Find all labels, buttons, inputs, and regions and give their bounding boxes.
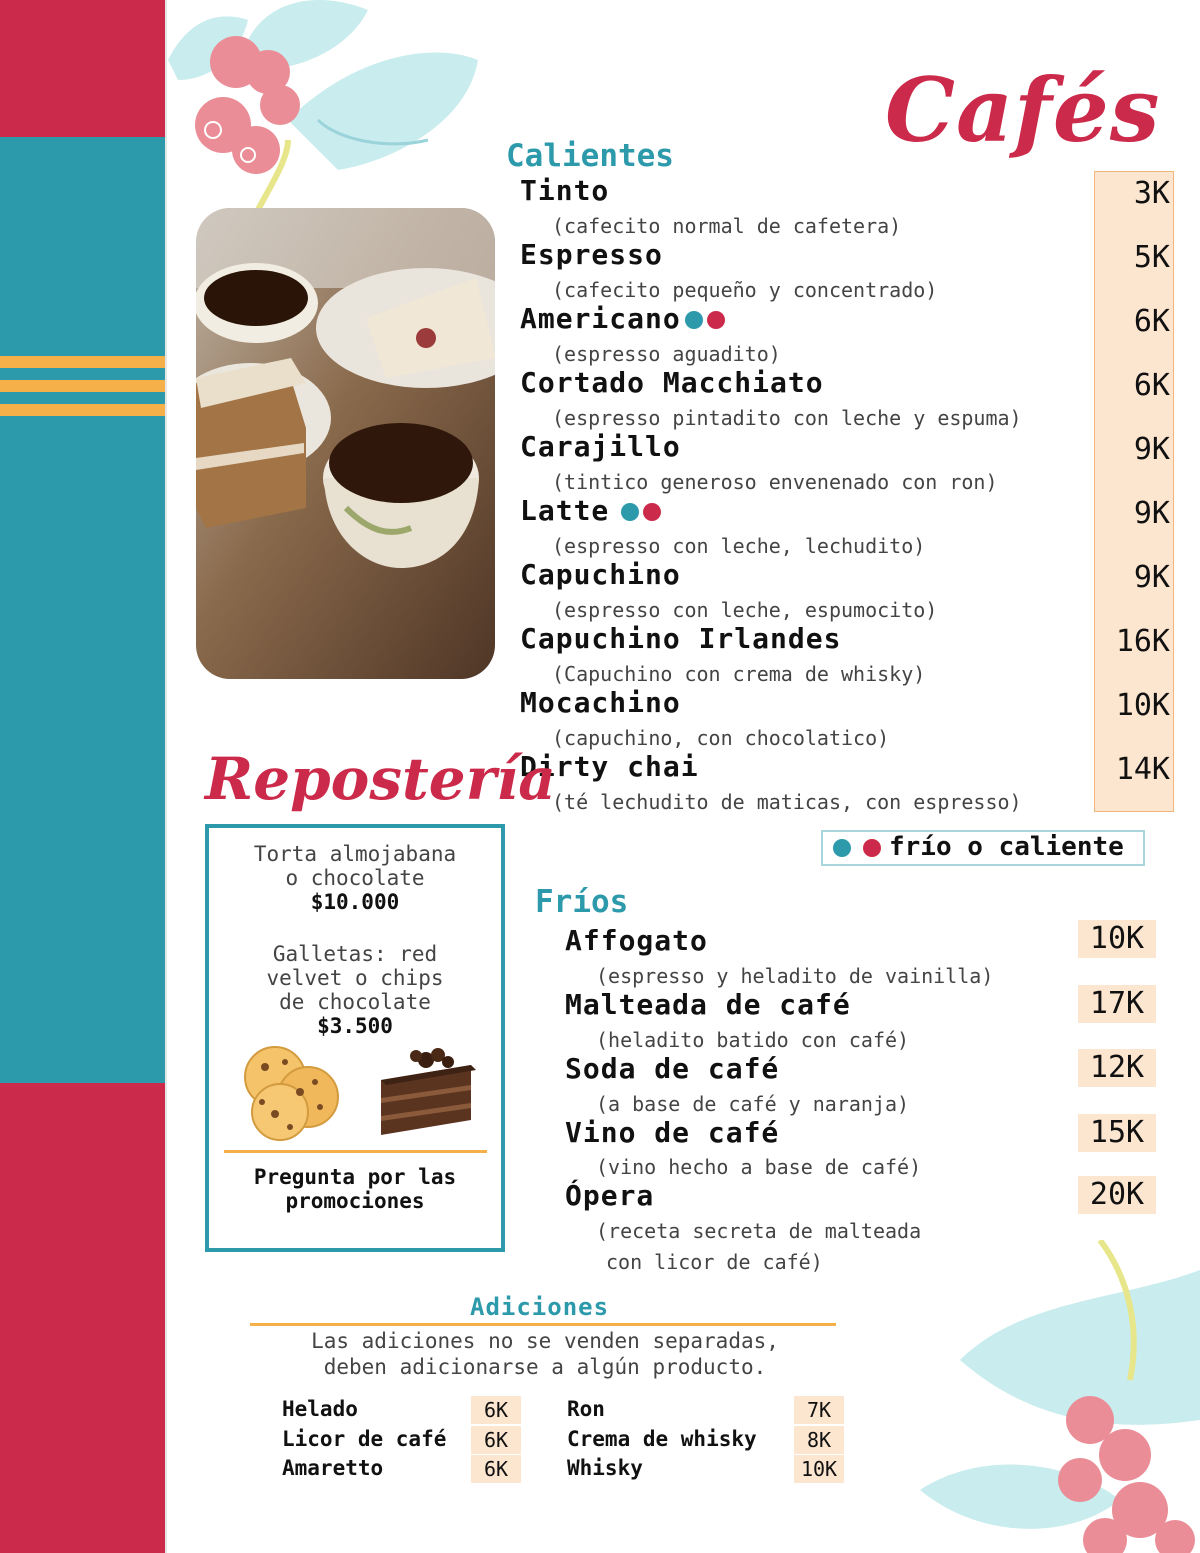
menu-item-desc: (té lechudito de maticas, con espresso): [552, 790, 1022, 814]
addition-price: 8K: [794, 1426, 844, 1454]
menu-item-desc: (espresso pintadito con leche y espuma): [552, 406, 1022, 430]
coffee-flower-decoration-bottom: [900, 1240, 1200, 1553]
menu-item-price: 16K: [1115, 624, 1170, 659]
menu-item-desc: (a base de café y naranja): [596, 1092, 910, 1116]
menu-item-price: 9K: [1133, 496, 1170, 531]
legend-label: frío o caliente: [889, 832, 1124, 862]
reposteria-line: velvet o chips: [266, 966, 444, 990]
reposteria-line: Galletas: red: [272, 942, 438, 966]
hot-cold-legend: [821, 830, 1145, 866]
page-title: Cafés: [885, 58, 1161, 162]
page-edge: [165, 0, 167, 1553]
section-title-reposteria: Repostería: [205, 745, 556, 813]
menu-item-name: Soda de café: [565, 1052, 780, 1085]
menu-item-name: Tinto: [520, 174, 610, 207]
menu-item-name: Espresso: [520, 238, 663, 271]
left-band-red-top: [0, 0, 165, 137]
coffee-flower-decoration-top: [168, 0, 488, 210]
cold-dot-icon: [833, 839, 851, 857]
menu-item-desc: con licor de café): [606, 1250, 823, 1274]
menu-item-price: 12K: [1078, 1049, 1156, 1087]
menu-item-name: Cortado Macchiato: [520, 366, 824, 399]
menu-item-price: 17K: [1078, 985, 1156, 1023]
reposteria-divider: [224, 1150, 487, 1153]
left-band-teal: [0, 137, 165, 1083]
addition-name: Helado: [282, 1397, 358, 1421]
cold-dot-icon: [685, 311, 703, 329]
addition-name: Amaretto: [282, 1456, 384, 1480]
promo-line: promociones: [285, 1189, 425, 1213]
menu-item-desc: (receta secreta de malteada: [596, 1219, 922, 1243]
cookies-icon: [240, 1042, 345, 1142]
menu-item-price: 10K: [1115, 688, 1170, 723]
menu-item-price: 6K: [1133, 304, 1170, 339]
addition-price: 7K: [794, 1396, 844, 1424]
menu-item-price: 5K: [1133, 240, 1170, 275]
menu-item-price: 15K: [1078, 1114, 1156, 1152]
hot-dot-icon: [707, 311, 725, 329]
menu-item-price: 6K: [1133, 368, 1170, 403]
menu-item-desc: (espresso con leche, espumocito): [552, 598, 938, 622]
reposteria-price: $10.000: [310, 890, 400, 914]
reposteria-line: de chocolate: [279, 990, 431, 1014]
addition-name: Licor de café: [282, 1427, 447, 1451]
menu-item-desc: (tintico generoso envenenado con ron): [552, 470, 998, 494]
reposteria-line: o chocolate: [285, 866, 425, 890]
menu-item-price: 10K: [1078, 920, 1156, 958]
reposteria-price: $3.500: [317, 1014, 393, 1038]
menu-item-price: 3K: [1133, 176, 1170, 211]
cold-dot-icon: [621, 503, 639, 521]
adiciones-divider: [250, 1323, 836, 1326]
left-stripe: [0, 380, 165, 392]
promo-line: Pregunta por las: [253, 1165, 457, 1189]
menu-item-desc: (heladito batido con café): [596, 1028, 910, 1052]
menu-item-name: Latte: [520, 494, 661, 527]
menu-item-price: 20K: [1078, 1176, 1156, 1214]
addition-price: 10K: [794, 1455, 844, 1483]
addition-name: Crema de whisky: [567, 1427, 757, 1451]
left-stripe: [0, 404, 165, 416]
addition-price: 6K: [471, 1396, 521, 1424]
menu-item-name: Mocachino: [520, 686, 681, 719]
menu-item-name: Vino de café: [565, 1116, 780, 1149]
addition-name: Whisky: [567, 1456, 643, 1480]
menu-item-desc: (espresso y heladito de vainilla): [596, 964, 994, 988]
section-title-frios: Fríos: [535, 884, 629, 920]
menu-item-name: Dirty chai: [520, 750, 699, 783]
menu-item-name: Capuchino: [520, 558, 681, 591]
menu-item-name: Americano: [520, 302, 725, 335]
menu-item-price: 9K: [1133, 560, 1170, 595]
reposteria-item-cookies: [209, 942, 501, 1038]
menu-item-name: Affogato: [565, 924, 708, 957]
addition-price: 6K: [471, 1455, 521, 1483]
menu-item-name: Malteada de café: [565, 988, 851, 1021]
hot-dot-icon: [643, 503, 661, 521]
section-title-calientes: Calientes: [506, 138, 674, 174]
menu-item-desc: (espresso con leche, lechudito): [552, 534, 926, 558]
hot-dot-icon: [863, 839, 881, 857]
reposteria-line: Torta almojabana: [253, 842, 457, 866]
menu-item-name: Capuchino Irlandes: [520, 622, 842, 655]
reposteria-item-cake: [209, 842, 501, 914]
reposteria-promo: [209, 1165, 501, 1213]
menu-item-price: 9K: [1133, 432, 1170, 467]
menu-item-desc: (cafecito pequeño y concentrado): [552, 278, 938, 302]
chocolate-cake-icon: [376, 1040, 481, 1138]
menu-item-name: Carajillo: [520, 430, 681, 463]
addition-name: Ron: [567, 1397, 605, 1421]
note-line: deben adicionarse a algún producto.: [323, 1355, 767, 1379]
menu-item-price: 14K: [1115, 752, 1170, 787]
menu-item-desc: (vino hecho a base de café): [596, 1155, 922, 1179]
menu-item-desc: (capuchino, con chocolatico): [552, 726, 890, 750]
left-stripe: [0, 356, 165, 368]
menu-item-desc: (cafecito normal de cafetera): [552, 214, 902, 238]
menu-item-desc: (Capuchino con crema de whisky): [552, 662, 926, 686]
section-title-adiciones: Adiciones: [470, 1293, 610, 1321]
menu-item-name: Ópera: [565, 1179, 655, 1212]
adiciones-note: [250, 1328, 840, 1380]
addition-price: 6K: [471, 1426, 521, 1454]
note-line: Las adiciones no se venden separadas,: [311, 1329, 779, 1353]
coffee-cake-photo: [196, 208, 495, 679]
menu-item-desc: (espresso aguadito): [552, 342, 781, 366]
left-band-red-bottom: [0, 1083, 165, 1553]
